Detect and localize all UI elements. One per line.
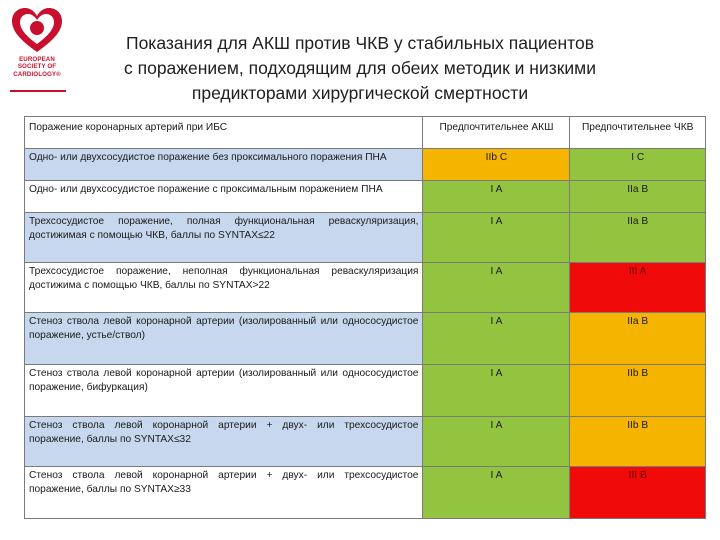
pci-recommendation: III B: [570, 467, 706, 519]
pci-recommendation: I C: [570, 149, 706, 181]
title-line-2: с поражением, подходящим для обеих методик и низкими: [124, 58, 596, 78]
table-header-row: [25, 117, 706, 149]
cabg-recommendation: I A: [423, 467, 570, 519]
table-row: [25, 365, 706, 417]
lesion-description: Стеноз ствола левой коронарной артерии (изолированный или однососудистое поражение, устье/ствол): [25, 313, 423, 365]
cabg-recommendation: I A: [423, 263, 570, 313]
title-line-3: предикторами хирургической смертности: [191, 83, 529, 103]
table-row: [25, 181, 706, 213]
pci-recommendation: III A: [570, 263, 706, 313]
cabg-recommendation: I A: [423, 313, 570, 365]
table-row: [25, 149, 706, 181]
cabg-recommendation: IIb C: [423, 149, 570, 181]
heart-logo-icon: [6, 6, 68, 56]
pci-recommendation: IIb B: [570, 417, 706, 467]
table-row: [25, 467, 706, 519]
logo-underline: [10, 90, 66, 92]
lesion-description: Трехсосудистое поражение, неполная функциональная реваскуляризация достижима с помощью ЧКВ, баллы по SYNTAX>22: [25, 263, 423, 313]
logo-line-2: SOCIETY OF: [17, 63, 57, 71]
lesion-description: Трехсосудистое поражение, полная функциональная реваскуляризация, достижимая с помощью ЧКВ, баллы по SYNTAX≤22: [25, 213, 423, 263]
esc-logo: [6, 6, 68, 98]
lesion-description: Одно- или двухсосудистое поражение без проксимального поражения ПНА: [25, 149, 423, 181]
lesion-description: Стеноз ствола левой коронарной артерии + двух- или трехсосудистое поражение, баллы по SYNTAX≤32: [25, 417, 423, 467]
lesion-description: Стеноз ствола левой коронарной артерии (изолированный или однососудистое поражение, бифуркация): [25, 365, 423, 417]
lesion-description: Одно- или двухсосудистое поражение с проксимальным поражением ПНА: [25, 181, 423, 213]
cabg-recommendation: I A: [423, 213, 570, 263]
logo-line-3: CARDIOLOGY®: [13, 70, 61, 78]
cabg-recommendation: I A: [423, 417, 570, 467]
pci-recommendation: IIa B: [570, 313, 706, 365]
title-line-1: Показания для АКШ против ЧКВ у стабильных пациентов: [126, 33, 594, 53]
page-title: [80, 31, 640, 106]
pci-recommendation: IIa B: [570, 213, 706, 263]
cabg-recommendation: I A: [423, 365, 570, 417]
table-row: [25, 213, 706, 263]
cabg-recommendation: I A: [423, 181, 570, 213]
logo-line-1: EUROPEAN: [19, 56, 55, 63]
indications-table: [24, 116, 706, 519]
lesion-description: Стеноз ствола левой коронарной артерии + двух- или трехсосудистое поражение, баллы по SYNTAX≥33: [25, 467, 423, 519]
table-row: [25, 313, 706, 365]
header-cabg: Предпочтительнее АКШ: [423, 117, 570, 149]
table-row: [25, 263, 706, 313]
pci-recommendation: IIb B: [570, 365, 706, 417]
table-row: [25, 417, 706, 467]
header-lesion: Поражение коронарных артерий при ИБС: [25, 117, 423, 149]
pci-recommendation: IIa B: [570, 181, 706, 213]
header-pci: Предпочтительнее ЧКВ: [570, 117, 706, 149]
